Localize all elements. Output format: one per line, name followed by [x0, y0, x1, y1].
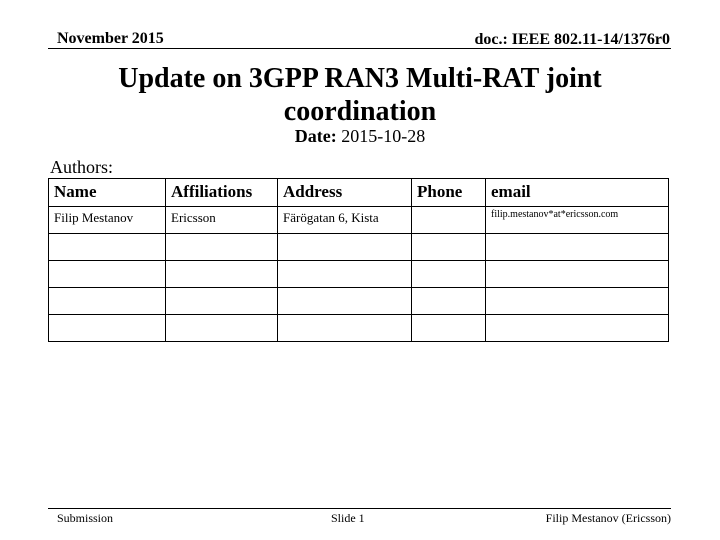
cell-name [49, 261, 166, 288]
cell-address [278, 288, 412, 315]
cell-name [49, 234, 166, 261]
cell-affiliation: Ericsson [166, 207, 278, 234]
footer-divider [48, 508, 671, 509]
slide-title-line-2: coordination [283, 96, 437, 127]
slide-title-line-1: Update on 3GPP RAN3 Multi-RAT joint [118, 63, 602, 94]
table-row [49, 315, 669, 342]
column-header-email: email [486, 179, 669, 207]
cell-phone [412, 315, 486, 342]
footer-slide-number: Slide 1 [331, 511, 365, 525]
cell-address: Färögatan 6, Kista [278, 207, 412, 234]
footer-submission: Submission [57, 511, 114, 525]
cell-affiliation [166, 315, 278, 342]
cell-email [486, 261, 669, 288]
cell-phone [412, 234, 486, 261]
cell-affiliation [166, 234, 278, 261]
cell-name: Filip Mestanov [49, 207, 166, 234]
slide-title [0, 62, 720, 128]
table-row [49, 207, 669, 234]
cell-email: filip.mestanov*at*ericsson.com [486, 207, 669, 234]
table-row [49, 261, 669, 288]
header-date: November 2015 [57, 30, 164, 47]
cell-email [486, 234, 669, 261]
cell-phone [412, 207, 486, 234]
date-value: 2015-10-28 [341, 126, 426, 146]
cell-email [486, 288, 669, 315]
authors-label: Authors: [50, 157, 113, 177]
cell-phone [412, 288, 486, 315]
authors-table [48, 178, 669, 342]
header-divider [48, 48, 671, 49]
header-doc-id: doc.: IEEE 802.11-14/1376r0 [474, 31, 670, 48]
column-header-phone: Phone [412, 179, 486, 207]
footer-author: Filip Mestanov (Ericsson) [545, 511, 671, 525]
date-line [0, 126, 720, 147]
date-label: Date: [294, 126, 337, 146]
table-header-row [49, 179, 669, 207]
column-header-name: Name [49, 179, 166, 207]
cell-phone [412, 261, 486, 288]
cell-address [278, 234, 412, 261]
cell-address [278, 315, 412, 342]
cell-name [49, 315, 166, 342]
cell-affiliation [166, 261, 278, 288]
cell-email [486, 315, 669, 342]
cell-affiliation [166, 288, 278, 315]
cell-address [278, 261, 412, 288]
table-row [49, 234, 669, 261]
column-header-affiliations: Affiliations [166, 179, 278, 207]
table-row [49, 288, 669, 315]
column-header-address: Address [278, 179, 412, 207]
cell-name [49, 288, 166, 315]
